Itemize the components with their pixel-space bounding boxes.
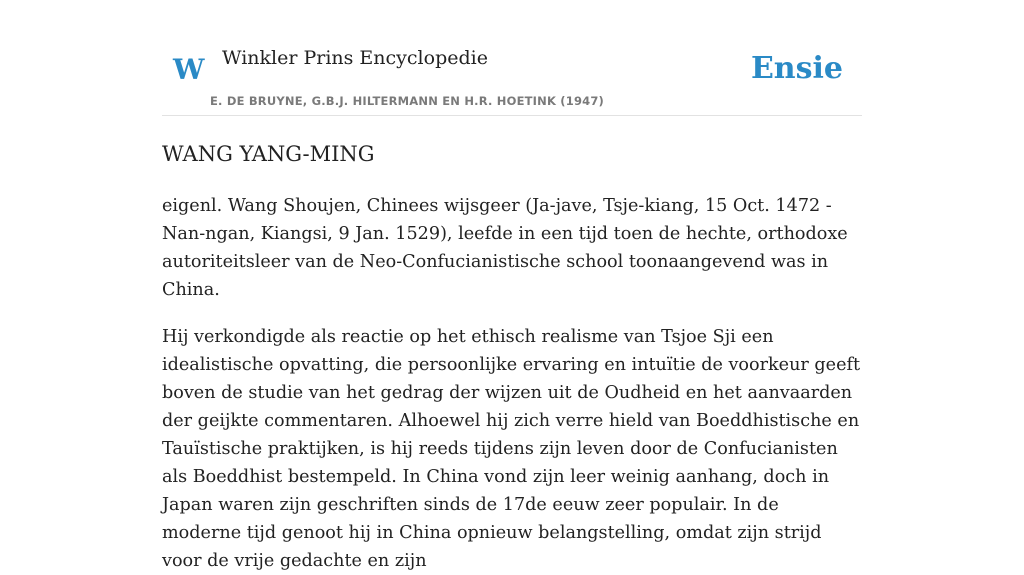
article-paragraph: Hij verkondigde als reactie op het ethisch realisme van Tsjoe Sji een idealistische opvatting, die persoonlijke ervaring en intuïtie de voorkeur geeft boven de studie van het gedrag der wijzen uit de Oudheid en het aanvaarden der geijkte commentaren. Alhoewel hij zich verre hield van Boeddhistische en Tauïstische praktijken, is hij reeds tijdens zijn leven door de Confucianisten als Boeddhist bestempeld. In China vond zijn leer weinig aanhang, doch in Japan waren zijn geschriften sinds de 17de eeuw zeer populair. In de moderne tijd genoot hij in China opnieuw belangstelling, omdat zijn strijd voor de vrije gedachte en zijn <box>162 327 861 571</box>
article-title: WANG YANG-MING <box>162 142 375 166</box>
article-paragraph: eigenl. Wang Shoujen, Chinees wijsgeer (Ja-jave, Tsje-kiang, 15 Oct. 1472 - Nan-ngan, Kiangsi, 9 Jan. 1529), leefde in een tijd toen de hechte, orthodoxe autoriteitsleer van de Neo-Confucianistische school toonaangevend was in China. <box>162 196 848 300</box>
source-title[interactable]: Winkler Prins Encyclopedie <box>222 47 488 69</box>
site-header <box>162 0 862 116</box>
winkler-prins-logo[interactable]: W <box>173 53 205 86</box>
source-authors: E. DE BRUYNE, G.B.J. HILTERMANN EN H.R. HOETINK (1947) <box>210 94 605 108</box>
ensie-logo[interactable]: Ensie <box>750 51 843 86</box>
article <box>162 138 862 575</box>
